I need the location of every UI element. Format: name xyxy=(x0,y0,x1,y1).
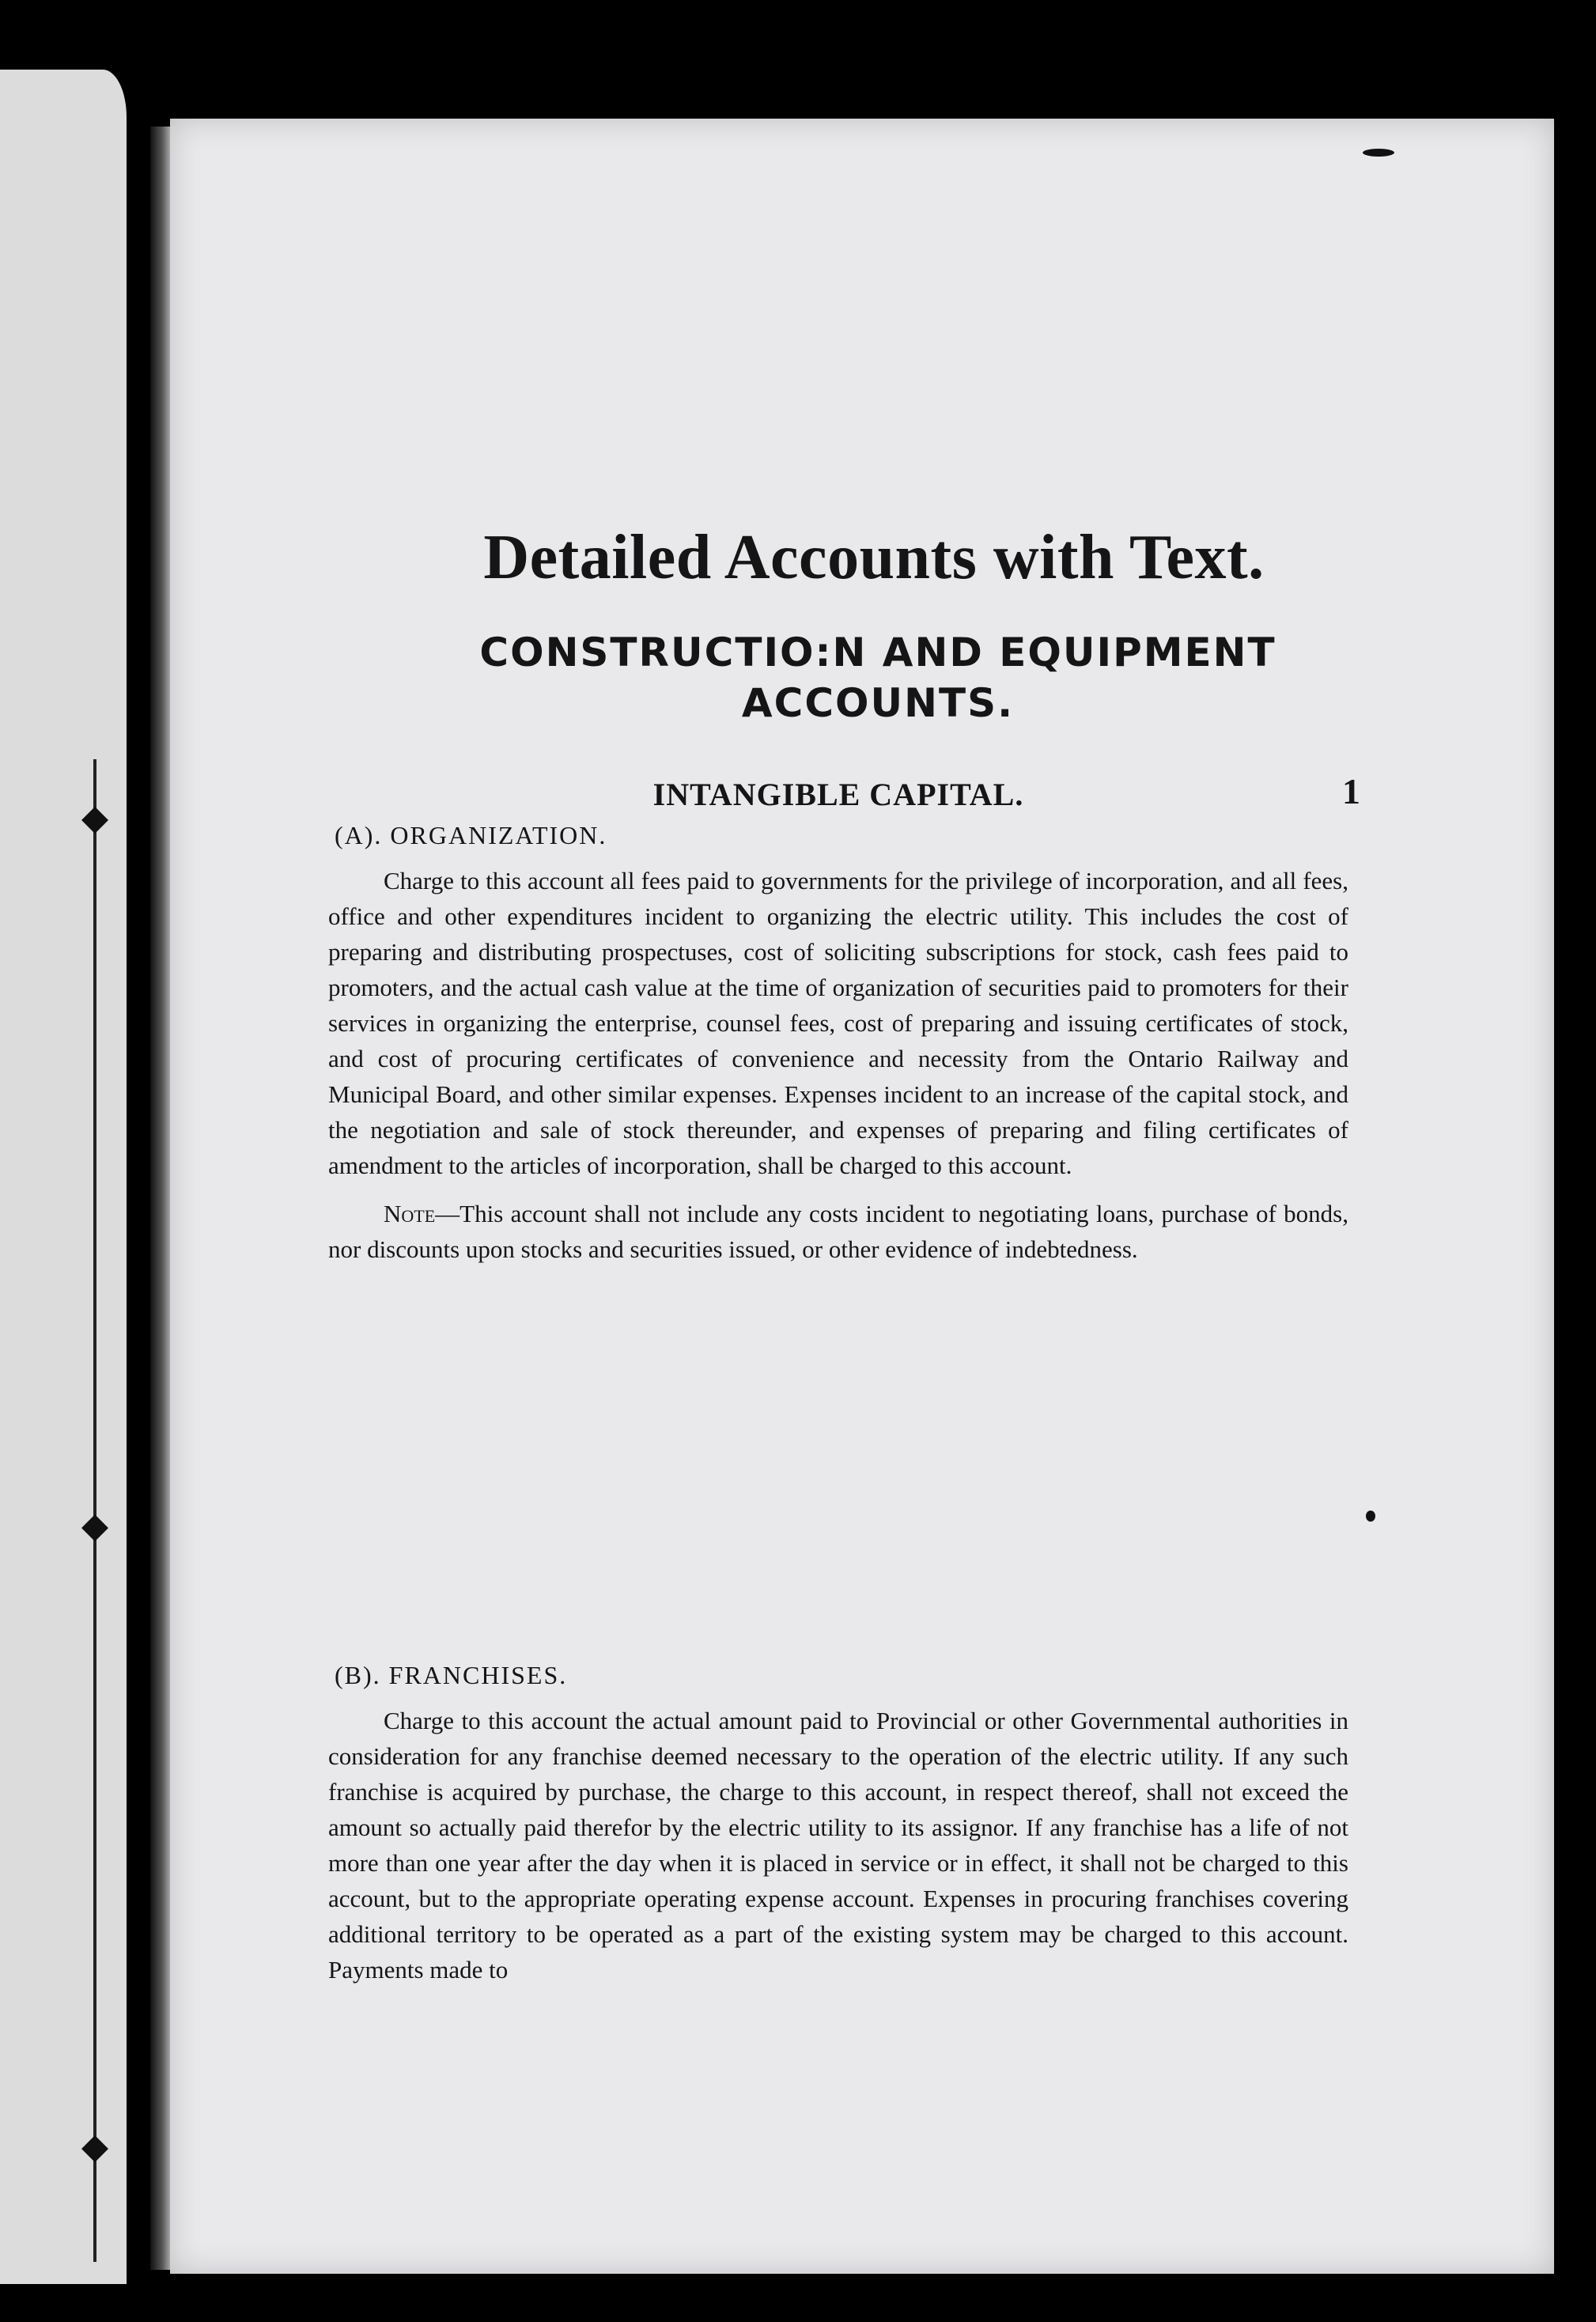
section-b-heading: (B). FRANCHISES. xyxy=(335,1661,568,1689)
section-a-note xyxy=(328,1196,1348,1267)
ink-smudge xyxy=(1363,149,1394,157)
subtitle-line-1: CONSTRUCTIO:N AND EQUIPMENT xyxy=(479,630,1276,675)
ink-dot xyxy=(1366,1511,1375,1522)
note-label: Note xyxy=(384,1200,436,1227)
section-a-content xyxy=(328,522,1360,1267)
page-marker: 1 xyxy=(1342,771,1360,811)
section-header: INTANGIBLE CAPITAL. xyxy=(652,777,1024,812)
section-a-paragraph: Charge to this account all fees paid to governments for the privilege of incorporation, and all fees, office and other expenditures incident to organizing the electric utility. This includes the cost of preparing and distributing prospectuses, cost of soliciting subscriptions for stock, cash fees paid to promoters, and the actual cash value at the time of organization of securities paid to promoters for their services in organizing the enterprise, counsel fees, cost of preparing and issuing certificates of stock, and cost of procuring certificates of convenience and necessity from the Ontario Railway and Municipal Board, and other similar expenses. Expenses incident to an increase of the capital stock, and the negotiation and sale of stock thereunder, and expenses of preparing and filing certificates of amendment to the articles of incorporation, shall be charged to this account. xyxy=(328,867,1348,1179)
binding-thread xyxy=(93,759,96,2262)
subtitle-line-2: ACCOUNTS. xyxy=(741,680,1015,726)
section-b-paragraph: Charge to this account the actual amount paid to Provincial or other Governmental authorities in consideration for any franchise deemed necessary to the operation of the electric utility. If any such franchise is acquired by purchase, the charge to this account, in respect thereof, shall not exceed the amount so actually paid therefor by the electric utility to its assignor. If any franchise has a life of not more than one year after the day when it is placed in service or in effect, it shall not be charged to this account, but to the appropriate operating expense account. Expenses in procuring franchises covering additional territory to be operated as a part of the existing system may be charged to this account. Payments made to xyxy=(328,1707,1348,1984)
section-a-heading: (A). ORGANIZATION. xyxy=(335,821,607,849)
left-page-edge xyxy=(0,70,127,2284)
page-subtitle xyxy=(407,627,1348,728)
note-text: —This account shall not include any costs incident to negotiating loans, purchase of bonds, nor discounts upon stocks and securities issued, or other evidence of indebtedness. xyxy=(328,1200,1348,1263)
page-title: Detailed Accounts with Text. xyxy=(483,523,1265,592)
section-b-content xyxy=(328,1661,1348,1987)
